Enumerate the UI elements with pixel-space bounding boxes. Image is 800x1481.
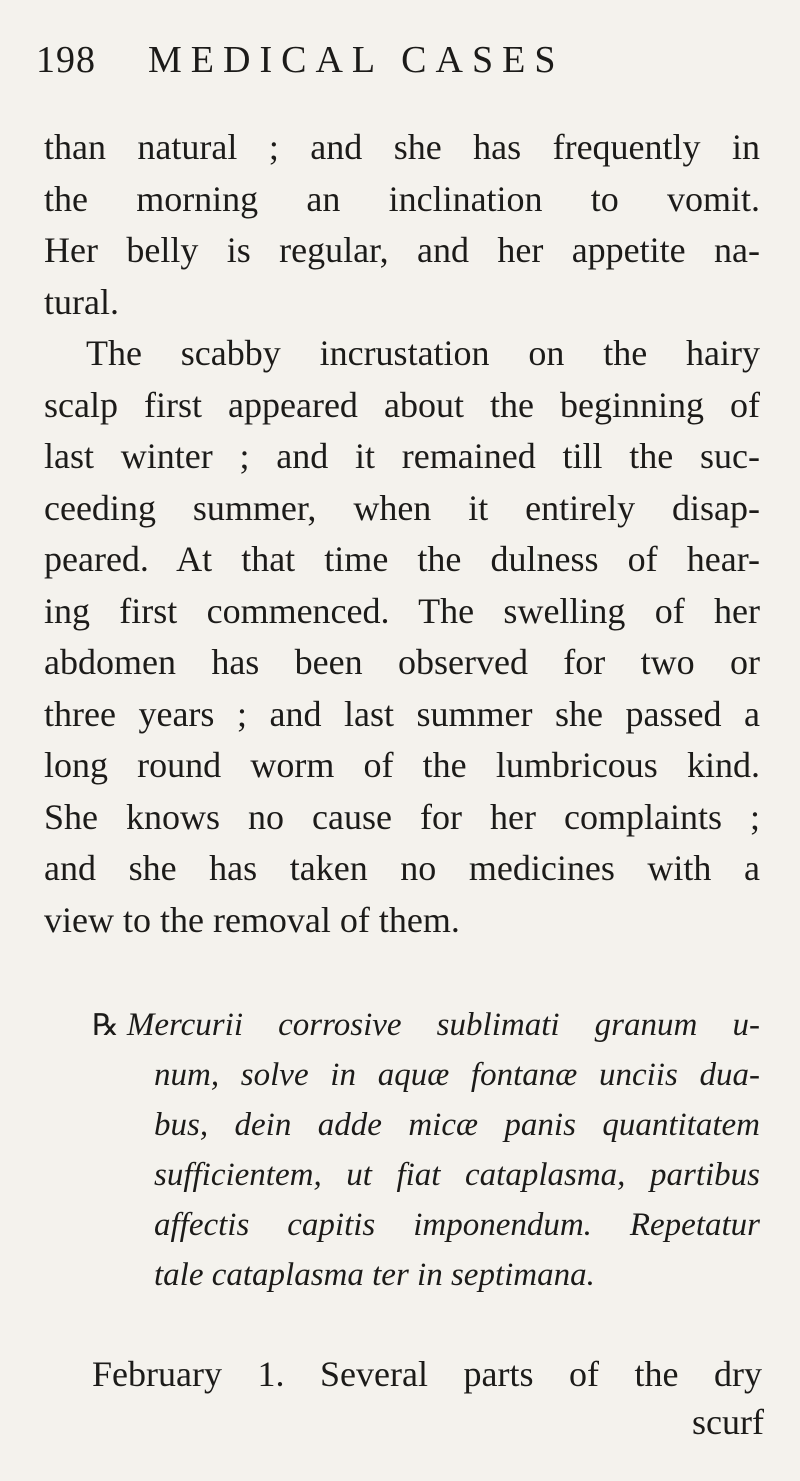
text-line: last winter ; and it remained till the suc- [44, 436, 760, 476]
text-line: ing first commenced. The swelling of her [44, 590, 760, 631]
text-line: and she has taken no medicines with a [44, 848, 760, 888]
entry-line: February 1. Several parts of the dry [92, 1354, 762, 1394]
prescription-text: Mercurii corrosive sublimati granum u- [126, 1007, 760, 1043]
prescription-line: num, solve in aquæ fontanæ unciis dua- [154, 1057, 760, 1093]
prescription-line: sufficientem, ut fiat cataplasma, partibus [154, 1157, 760, 1193]
recipe-symbol: ℞ [92, 1009, 119, 1042]
prescription-line: affectis capitis imponendum. Repetatur [154, 1207, 760, 1243]
paragraph-first-line: The scabby incrustation on the hairy [86, 333, 760, 373]
page-number: 198 [36, 39, 96, 81]
text-line: than natural ; and she has frequently in [44, 127, 760, 167]
text-line: long round worm of the lumbricous kind. [44, 745, 760, 785]
text-line: She knows no cause for her complaints ; [44, 796, 760, 837]
catchword: scurf [692, 1402, 764, 1442]
prescription-block [92, 1000, 760, 1300]
case-narrative [44, 122, 760, 946]
text-line: tural. [44, 281, 119, 322]
text-line: scalp first appeared about the beginning of [44, 384, 760, 425]
dated-entry [92, 1348, 762, 1400]
prescription-first-line [92, 1000, 760, 1050]
text-line: the morning an inclination to vomit. [44, 178, 760, 219]
prescription-line: tale cataplasma ter in septimana. [154, 1257, 595, 1293]
text-line: three years ; and last summer she passed a [44, 693, 760, 734]
text-line: abdomen has been observed for two or [44, 642, 760, 682]
page-header [36, 38, 736, 98]
prescription-line: bus, dein adde micæ panis quantitatem [154, 1107, 760, 1143]
text-line: Her belly is regular, and her appetite na- [44, 230, 760, 270]
text-line: peared. At that time the dulness of hear- [44, 539, 760, 579]
running-head: MEDICAL CASES [148, 39, 565, 81]
text-line: ceeding summer, when it entirely disap- [44, 487, 760, 528]
text-line: view to the removal of them. [44, 899, 460, 940]
